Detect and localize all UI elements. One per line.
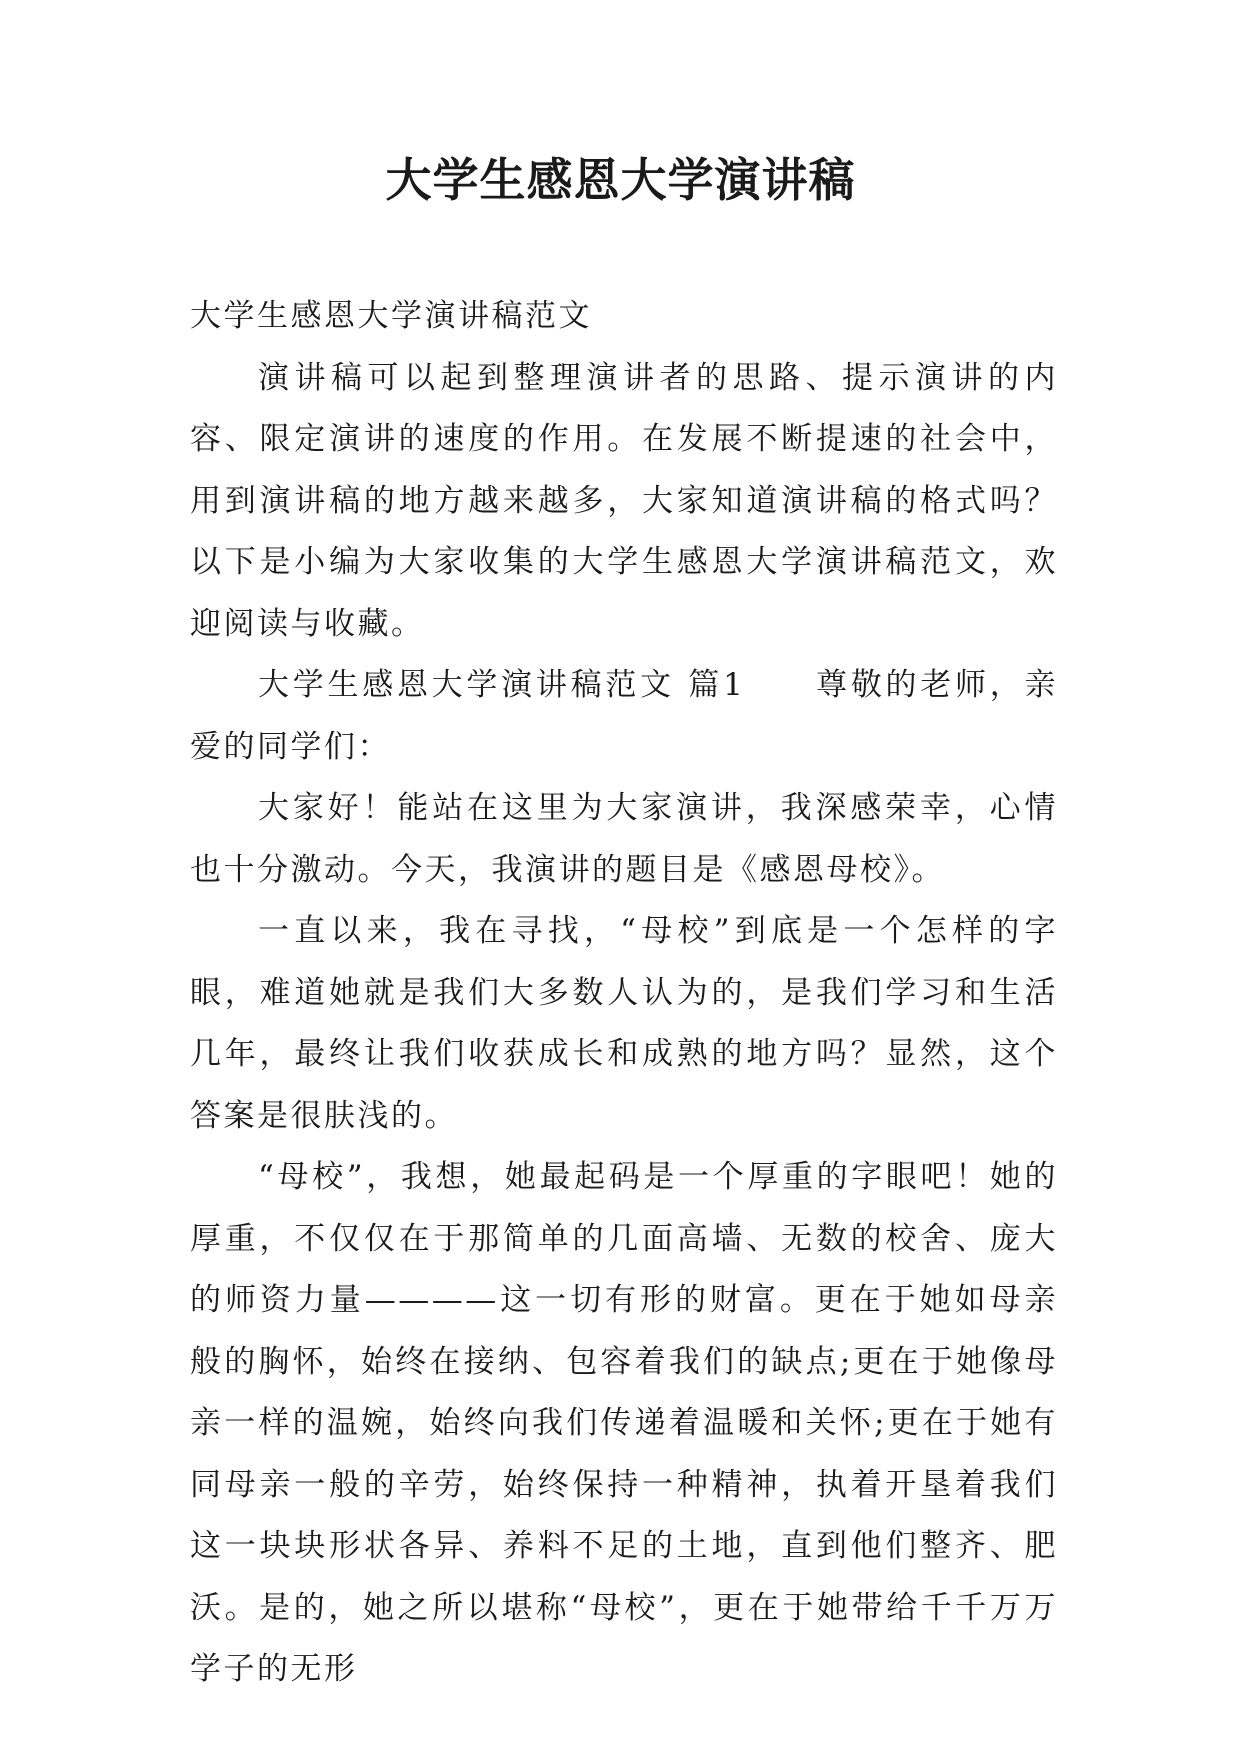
paragraph-heading-greeting: 大学生感恩大学演讲稿范文 篇1 尊敬的老师，亲爱的同学们：	[190, 667, 1058, 765]
paragraph-intro: 演讲稿可以起到整理演讲者的思路、提示演讲的内容、限定演讲的速度的作用。在发展不断提速的社会中，用到演讲稿的地方越来越多，大家知道演讲稿的格式吗？以下是小编为大家收集的大学生感恩大学演讲稿范文，欢迎阅读与收藏。	[190, 359, 1058, 642]
document-subtitle: 大学生感恩大学演讲稿范文	[190, 298, 592, 334]
paragraph-alma-mater: “母校”，我想，她最起码是一个厚重的字眼吧！她的厚重，不仅仅在于那简单的几面高墙、无数的校舍、庞大的师资力量————这一切有形的财富。更在于她如母亲般的胸怀，始终在接纳、包容着我们的缺点;更在于她像母亲一样的温婉，始终向我们传递着温暖和关怀;更在于她有同母亲一般的辛劳，始终保持一种精神，执着开垦着我们这一块块形状各异、养料不足的土地，直到他们整齐、肥沃。是的，她之所以堪称“母校”，更在于她带给千千万万学子的无形	[190, 1159, 1058, 1687]
paragraph-question: 一直以来，我在寻找，“母校”到底是一个怎样的字眼，难道她就是我们大多数人认为的，是我们学习和生活几年，最终让我们收获成长和成熟的地方吗？显然，这个答案是很肤浅的。	[190, 913, 1058, 1134]
document-title: 大学生感恩大学演讲稿	[385, 153, 856, 207]
paragraph-opening: 大家好！能站在这里为大家演讲，我深感荣幸，心情也十分激动。今天，我演讲的题目是《感恩母校》。	[190, 790, 1058, 888]
document-body	[190, 286, 1058, 1701]
